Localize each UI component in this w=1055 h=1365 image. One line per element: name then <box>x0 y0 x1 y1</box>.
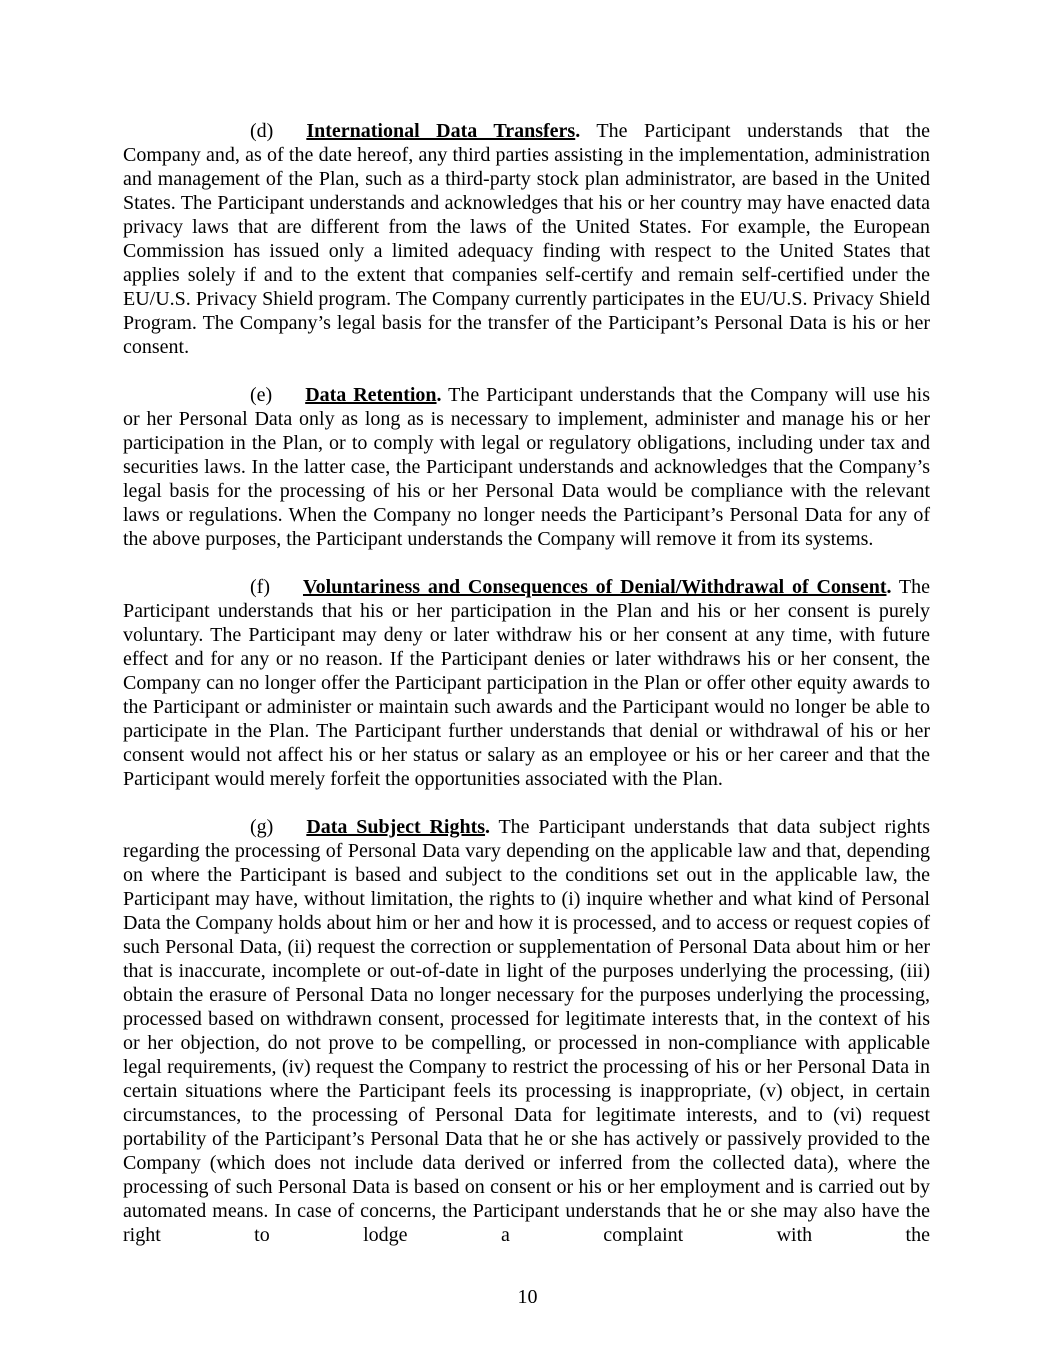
paragraph-body: The Participant understands that the Company and, as of the date hereof, any third parties assisting in the implementation, administration and management of the Plan, such as a third-party stock plan administrator, are based in the United States. The Participant understands and acknowledges that his or her country may have enacted data privacy laws that are different from the laws of the United States. For example, the European Commission has issued only a limited adequacy finding with respect to the United States that applies solely if and to the extent that companies self-certify and remain self-certified under the EU/U.S. Privacy Shield program. The Company currently participates in the EU/U.S. Privacy Shield Program. The Company’s legal basis for the transfer of the Participant’s Personal Data is his or her consent. <box>123 120 931 358</box>
paragraph-label: (e) <box>250 384 273 406</box>
paragraph-heading: Voluntariness and Consequences of Denial/Withdrawal of Consent <box>302 576 887 598</box>
heading-period: . <box>485 816 491 838</box>
paragraph-body: The Participant understands that his or her participation in the Plan and his or her consent is purely voluntary. The Participant may deny or later withdraw his or her consent at any time, with future effect and for any or no reason. If the Participant denies or later withdraws his or her consent, the Company can no longer offer the Participant participation in the Plan or offer other equity awards to the Participant or administer or maintain such awards and the Participant would no longer be able to participate in the Plan. The Participant further understands that denial or withdrawal of his or her consent would not affect his or her status or salary as an employee or his or her career and that the Participant would merely forfeit the opportunities associated with the Plan. <box>123 576 931 790</box>
paragraph-heading: Data Subject Rights <box>306 816 486 838</box>
paragraph-e-data-retention <box>123 383 930 551</box>
paragraph-d-international-data-transfers <box>123 119 930 359</box>
heading-period: . <box>886 576 892 598</box>
heading-period: . <box>575 120 581 142</box>
paragraph-label: (f) <box>250 576 270 598</box>
heading-period: . <box>436 384 442 406</box>
page-number: 10 <box>517 1286 538 1308</box>
document-body <box>123 119 930 1247</box>
paragraph-heading: Data Retention <box>305 384 437 406</box>
paragraph-f-voluntariness <box>123 575 930 791</box>
paragraph-body: The Participant understands that the Company will use his or her Personal Data only as long as is necessary to implement, administer and manage his or her participation in the Plan, or to comply with legal or regulatory obligations, including under tax and securities laws. In the latter case, the Participant understands and acknowledges that the Company’s legal basis for the processing of his or her Personal Data would be compliance with the relevant laws or regulations. When the Company no longer needs the Participant’s Personal Data for any of the above purposes, the Participant understands the Company will remove it from its systems. <box>123 384 930 550</box>
paragraph-g-data-subject-rights <box>123 815 930 1247</box>
paragraph-label: (d) <box>250 120 274 142</box>
paragraph-label: (g) <box>250 816 274 838</box>
paragraph-body: The Participant understands that data subject rights regarding the processing of Personal Data vary depending on the applicable law and that, depending on where the Participant is based and subject to the conditions set out in the applicable law, the Participant may have, without limitation, the rights to (i) inquire whether and what kind of Personal Data the Company holds about him or her and how it is processed, and to access or request copies of such Personal Data, (ii) request the correction or supplementation of Personal Data about him or her that is inaccurate, incomplete or out-of-date in light of the purposes underlying the processing, (iii) obtain the erasure of Personal Data no longer necessary for the purposes underlying the processing, processed based on withdrawn consent, processed for legitimate interests that, in the context of his or her objection, do not prove to be compelling, or processed in non-compliance with applicable legal requirements, (iv) request the Company to restrict the processing of his or her Personal Data in certain situations where the Participant feels its processing is inappropriate, (v) object, in certain circumstances, to the processing of Personal Data for legitimate interests, and to (vi) request portability of the Participant’s Personal Data that he or she has actively or passively provided to the Company (which does not include data derived or inferred from the collected data), where the processing of such Personal Data is based on consent or his or her employment and is carried out by automated means. In case of concerns, the Participant understands that he or she may also have the right to lodge a complaint with the <box>123 816 930 1246</box>
paragraph-heading: International Data Transfers <box>306 120 576 142</box>
